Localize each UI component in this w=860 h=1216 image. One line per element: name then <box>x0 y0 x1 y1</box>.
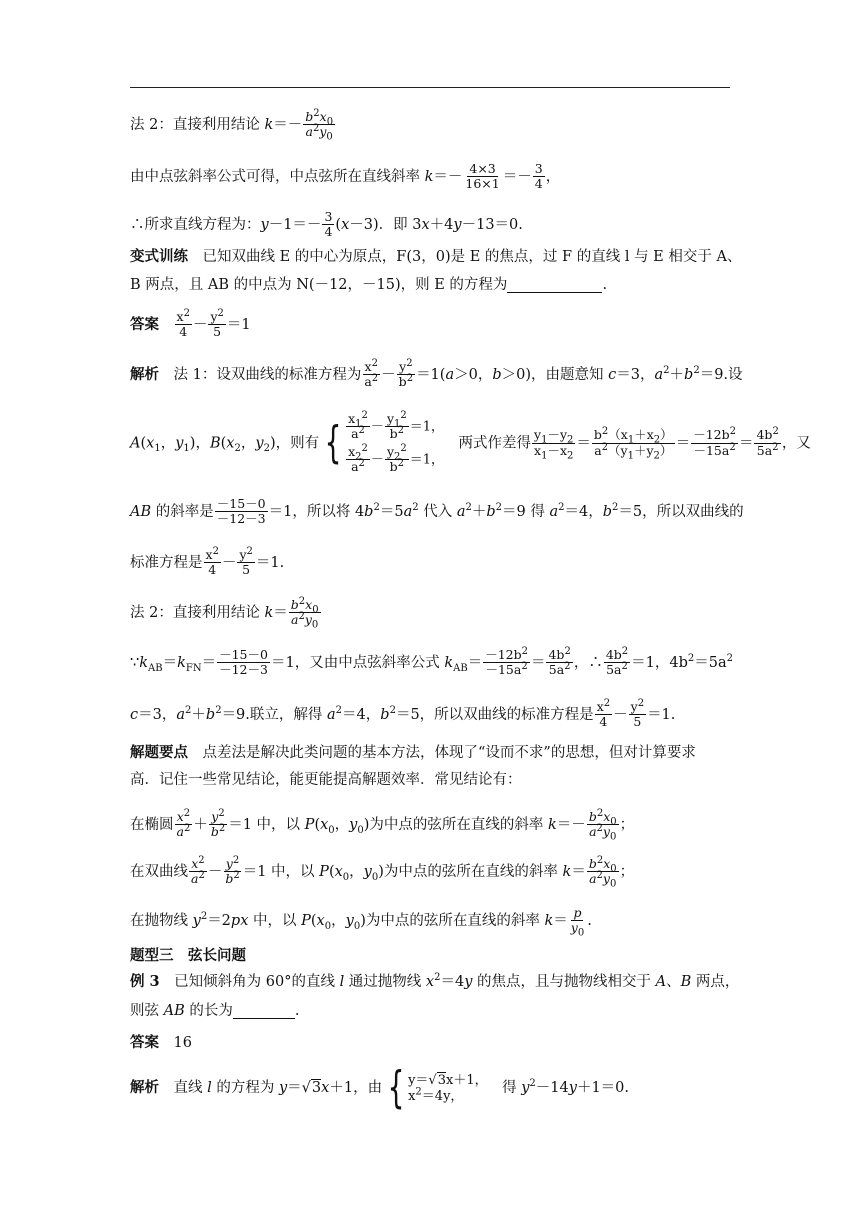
hyperbola-rule: 在双曲线 $\frac{x^2}{a^2}$ － $\frac{y^2}{b^2}$ ＝1 中，以 $P(x_0$，$y_0$)为中点的弦所在直线的斜率 k＝ $\frac{b^2x_0}{a^2y_0}$ ； <box>130 854 635 890</box>
method2-text: 法 2：直接利用结论 <box>130 116 265 133</box>
ellipse-rule: 在椭圆 $\frac{x^2}{a^2}$ ＋ $\frac{y^2}{b^2}$ ＝1 中，以 $P(x_0$，$y_0$)为中点的弦所在直线的斜率 k＝－ $\frac{b^2x_0}{a^2y_0}$ ； <box>130 807 635 843</box>
analysis-label-1: 解析 <box>130 365 159 383</box>
method2-line-a: 法 2：直接利用结论 k＝－ $\frac{b^2x_0}{a^2y_0}$ <box>130 107 334 143</box>
section-title: 题型三 弦长问题 <box>130 947 246 964</box>
variant-text-1: 已知双曲线 E 的中心为原点，F(3，0)是 E 的焦点，过 F 的直线 l 与 E 相交于 A、 <box>202 249 742 265</box>
header-rule <box>130 87 730 88</box>
analysis-3: 解析 直线 l 的方程为 y＝√3x＋1，由 { y＝√3x＋1， $x^2=4y$， 得 $y^2-14y+1=0$. <box>130 1062 630 1113</box>
analysis-line-4: 标准方程是 $\frac{x^2}{4}$ － $\frac{y^2}{5}$ ＝1. <box>130 545 285 578</box>
key-text-1: 点差法是解决此类问题的基本方法，体现了“设而不求”的思想，但对计算要求 <box>202 745 696 761</box>
answer-3-value: 16 <box>173 1035 192 1051</box>
analysis-line-3: AB 的斜率是 $\frac{-15-0}{-12-3}$ ＝1，所以将 $4b^2=5a^2$ 代入 $a^2+b^2=9$ 得 $a^2=4$，$b^2=5$，所以双曲线的 <box>130 496 744 527</box>
method2-line-1: $\because k_{AB}=k_{FN}=$ $\frac{-15-0}{-12-3}$ ＝1，又由中点弦斜率公式 $k_{AB}=$ $\frac{-12b^2}{-15a^2}$ ＝ $\frac{4b^2}{5a^2}$ ，∴ $\frac{4b^2}{5a^2}$ ＝1，$4b^2=5a^2$ <box>130 645 734 678</box>
method2-line-2: c＝3，$a^2+b^2=9$.联立，解得 $a^2=4$，$b^2=5$，所以双曲线的标准方程是 $\frac{x^2}{4}$ － $\frac{y^2}{5}$ ＝1. <box>130 697 676 730</box>
example3-label: 例 3 <box>130 973 160 990</box>
variant-label: 变式训练 <box>130 248 188 265</box>
key-text-2: 高．记住一些常见结论，能更能提高解题效率．常见结论有： <box>130 772 522 788</box>
answer-label-3: 答案 <box>130 1034 159 1051</box>
line-equation: ∴所求直线方程为：y－1＝－ $\frac{3}{4}$ (x－3)．即 3x＋4y－13＝0. <box>130 209 523 240</box>
method2-line-b: 法 2：直接利用结论 k＝ $\frac{b^2x_0}{a^2y_0}$ <box>130 595 319 631</box>
variant-text-2: B 两点，且 AB 的中点为 N(－12，－15)，则 E 的方程为 <box>130 277 508 293</box>
answer-blank <box>507 292 602 293</box>
example3-line-2: 则弦 AB 的长为 . <box>130 1003 300 1019</box>
answer-3 <box>130 1036 192 1051</box>
example3-line-1: 例 3 已知倾斜角为 60°的直线 l 通过抛物线 $x^2=4y$ 的焦点，且与抛物线相交于 A、B 两点， <box>130 972 740 990</box>
analysis-line-1: 解析 法 1：设双曲线的标准方程为 $\frac{x^2}{a^2}$ － $\frac{y^2}{b^2}$ ＝1(a＞0，b＞0)，由题意知 c＝3，$a^2+b^2=9$.设 <box>130 357 743 390</box>
key-points-line-2 <box>130 773 522 788</box>
answer-blank-3 <box>233 1018 295 1019</box>
key-points-line-1 <box>130 746 696 761</box>
variant-line-1 <box>130 250 741 265</box>
parabola-rule: 在抛物线 $y^2=2px$ 中，以 $P(x_0$，$y_0$)为中点的弦所在直线的斜率 k＝ $\frac{p}{y_0}$ . <box>130 905 592 939</box>
variant-line-2: B 两点，且 AB 的中点为 N(－12，－15)，则 E 的方程为 . <box>130 277 608 293</box>
answer-1: 答案 $\frac{x^2}{4}$ － $\frac{y^2}{5}$ ＝1 <box>130 307 251 340</box>
answer-label-1: 答案 <box>130 315 159 333</box>
key-label: 解题要点 <box>130 744 188 761</box>
analysis-line-2: $A(x_1$，$y_1$)，$B(x_2$，$y_2$)，则有 { $\frac{x_1^2}{a^2}$ － $\frac{y_1^2}{b^2}$ ＝1， $\frac{x_2^2}{a^2}$ － $\frac{y_2^2}{b^2}$ ＝1， 两式作差得 $\frac{y_1-y_2}{x_1-x_2}$ ＝ $\frac{b^2(x_1+x_2)}{a^2(y_1+y_2)}$ ＝ $\frac{-12b^2}{-15a^2}$ ＝ $\frac{4b^2}{5a^2}$ ，又 <box>130 409 811 475</box>
analysis-label-3: 解析 <box>130 1079 159 1096</box>
midpoint-slope-line: 由中点弦斜率公式可得，中点弦所在直线斜率 k＝－ $\frac{4\times 3}{16\times 1}$ ＝－ $\frac{3}{4}$ ， <box>130 161 561 192</box>
